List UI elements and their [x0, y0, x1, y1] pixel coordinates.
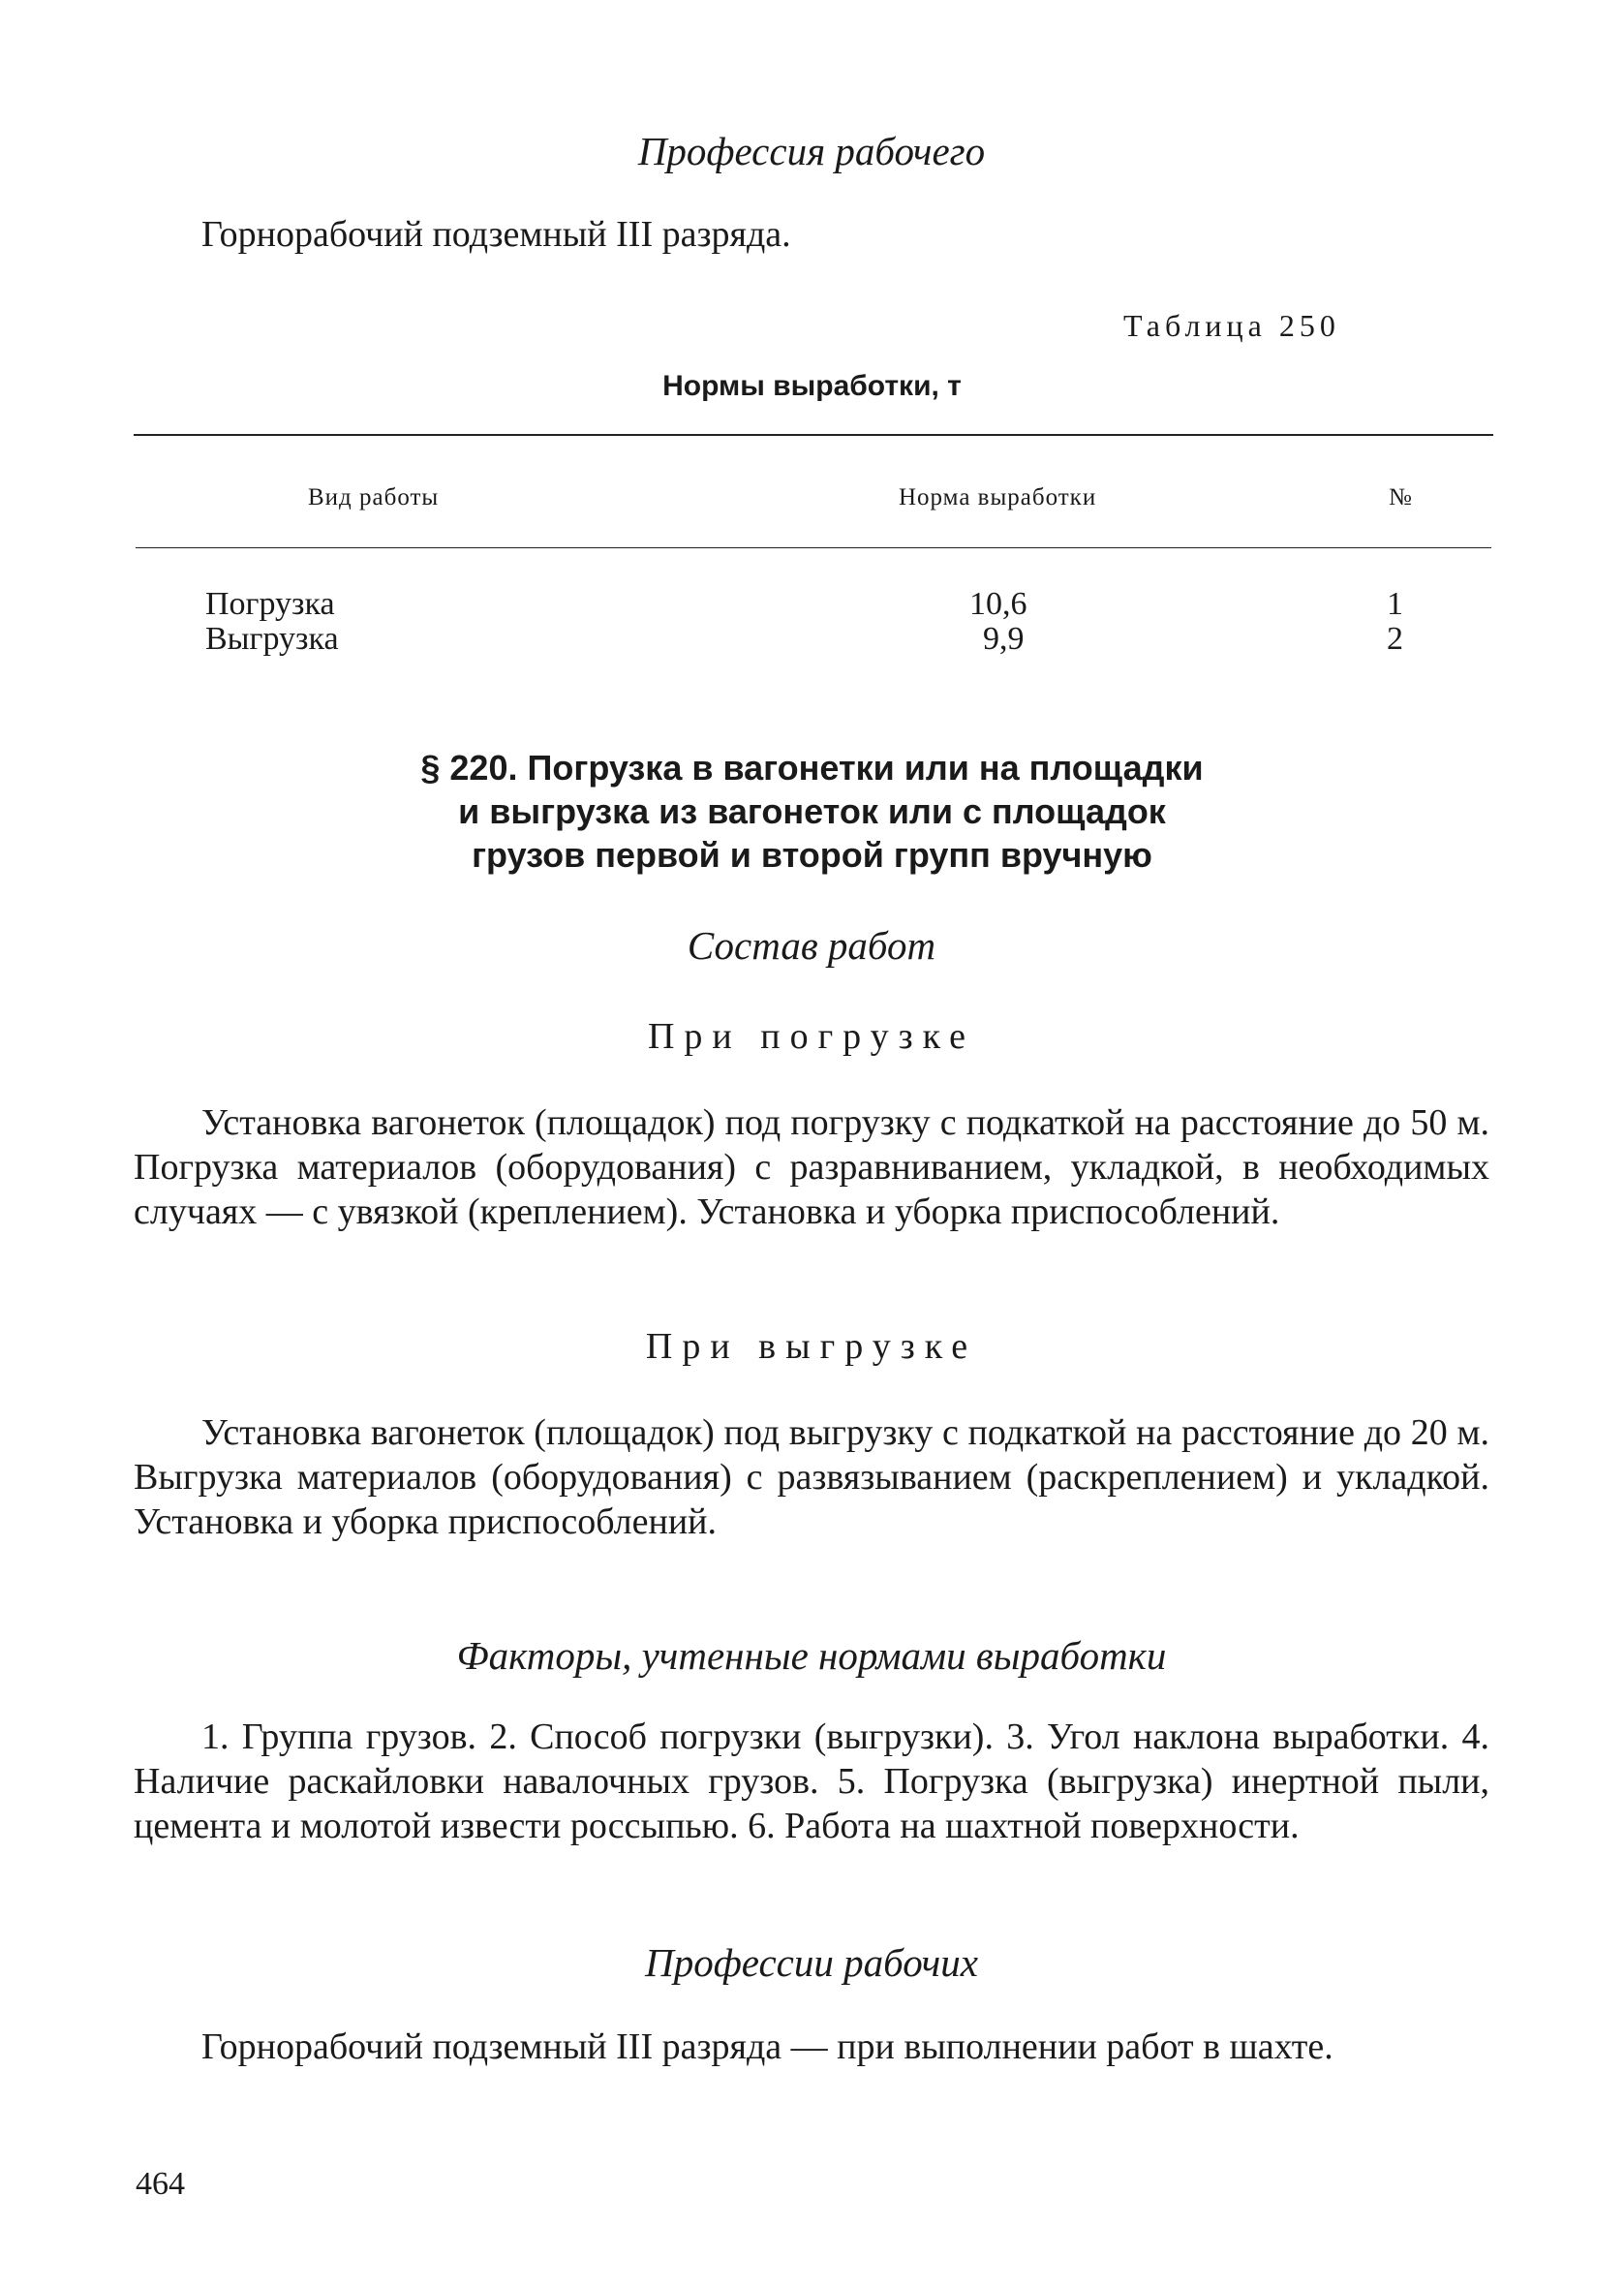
profession-text: Горнорабочий подземный III разряда. [201, 214, 791, 255]
table-header-norm: Норма выработки [899, 484, 1097, 510]
table-row-1-num: 1 [1387, 586, 1403, 622]
page-number: 464 [136, 2166, 185, 2202]
work-composition-heading: Состав работ [687, 923, 936, 968]
unloading-text: Установка вагонеток (площадок) под выгрузку с подкаткой на расстояние до 20 м. Выгрузка материалов (оборудования) с развязыванием (раскреплением) и укладкой. Установка и уборка приспособлений. [134, 1412, 1489, 1542]
table-row-1-work: Погрузка [205, 586, 335, 622]
loading-heading: При погрузке [647, 1016, 976, 1057]
section-heading-line-3: грузов первой и второй групп вручную [472, 835, 1152, 875]
section-heading-line-2: и выгрузка из вагонеток или с площадок [458, 791, 1166, 831]
professions-heading: Профессии рабочих [645, 1940, 978, 1985]
table-header-rule [136, 547, 1491, 548]
table-title: Нормы выработки, т [662, 370, 962, 402]
factors-text: 1. Группа грузов. 2. Способ погрузки (выгрузки). 3. Угол наклона выработки. 4. Наличие раскайловки навалочных грузов. 5. Погрузка (выгрузка) инертной пыли, цемента и молотой извести россыпью. 6. Работа на шахтной поверхности. [134, 1716, 1489, 1846]
table-label: Таблица 250 [1123, 308, 1340, 343]
table-row-1-norm: 10,6 [969, 586, 1027, 622]
table-row-2-work: Выгрузка [205, 621, 339, 657]
section-heading-line-1: § 220. Погрузка в вагонетки или на площадки [420, 748, 1204, 788]
loading-text: Установка вагонеток (площадок) под погрузку с подкаткой на расстояние до 50 м. Погрузка материалов (оборудования) с разравниванием, укладкой, в необходимых случаях — с увязкой (креплением). Установка и уборка приспособлений. [134, 1102, 1489, 1232]
profession-heading: Профессия рабочего [637, 129, 986, 173]
professions-text: Горнорабочий подземный III разряда — при выполнении работ в шахте. [201, 2026, 1333, 2067]
table-row-2-norm: 9,9 [983, 621, 1025, 657]
table-header-work: Вид работы [308, 484, 440, 510]
table-row-2-num: 2 [1387, 621, 1403, 657]
table-top-rule [134, 434, 1493, 436]
table-header-num: № [1389, 484, 1413, 510]
factors-heading: Факторы, учтенные нормами выработки [456, 1633, 1167, 1678]
unloading-heading: При выгрузке [645, 1326, 978, 1367]
section-heading [0, 746, 1624, 877]
